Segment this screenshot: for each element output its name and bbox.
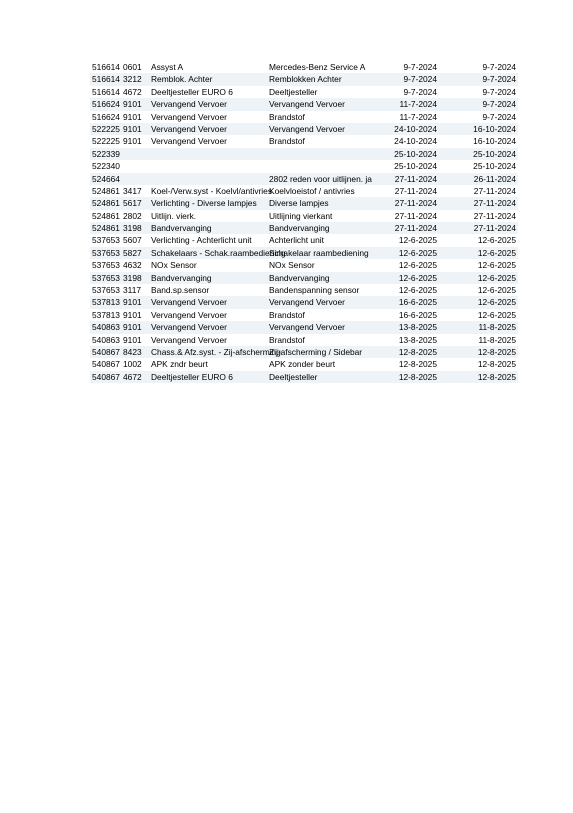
table-row <box>90 123 518 135</box>
item-name-cell: Brandstof <box>269 334 305 345</box>
date-cell: 12-6-2025 <box>398 285 437 296</box>
table-row <box>90 135 518 147</box>
date-cell: 25-10-2024 <box>473 161 516 172</box>
date-cell: 13-8-2025 <box>398 334 437 345</box>
operation-code-cell: 9101 <box>123 297 142 308</box>
operation-description-cell: Uitlijn. vierk. <box>151 210 197 221</box>
date-cell: 11-7-2024 <box>399 99 437 110</box>
item-name-cell: Uitlijning vierkant <box>269 210 333 221</box>
order-number-cell: 522339 <box>92 148 120 159</box>
item-name-cell: Brandstof <box>269 136 305 147</box>
item-name-cell: Remblokken Achter <box>269 74 342 85</box>
order-number-cell: 522340 <box>92 161 120 172</box>
date-cell: 12-8-2025 <box>477 371 516 382</box>
operation-code-cell: 3212 <box>123 74 142 85</box>
operation-code-cell: 9101 <box>123 99 142 110</box>
operation-description-cell: Verlichting - Achterlicht unit <box>151 235 252 246</box>
date-cell: 9-7-2024 <box>482 86 516 97</box>
order-number-cell: 537813 <box>92 309 120 320</box>
operation-code-cell: 9101 <box>123 136 142 147</box>
item-name-cell: Vervangend Vervoer <box>269 99 345 110</box>
date-cell: 27-11-2024 <box>394 173 437 184</box>
operation-description-cell: Vervangend Vervoer <box>151 136 227 147</box>
operation-code-cell: 3117 <box>123 285 142 296</box>
order-number-cell: 516614 <box>92 62 120 72</box>
date-cell: 24-10-2024 <box>394 136 437 147</box>
date-cell: 16-6-2025 <box>398 309 437 320</box>
table-row <box>90 296 518 308</box>
table-row <box>90 371 518 383</box>
item-name-cell: Vervangend Vervoer <box>269 322 345 333</box>
item-name-cell: Brandstof <box>269 309 305 320</box>
item-name-cell: Mercedes-Benz Service A <box>269 62 366 72</box>
operation-description-cell: Schakelaars - Schak.raambediening <box>151 247 286 258</box>
date-cell: 12-6-2025 <box>398 247 437 258</box>
item-name-cell: Achterlicht unit <box>269 235 324 246</box>
date-cell: 27-11-2024 <box>473 185 516 196</box>
date-cell: 27-11-2024 <box>394 185 437 196</box>
table-row <box>90 173 518 185</box>
operation-description-cell: Bandvervanging <box>151 272 212 283</box>
table-row <box>90 185 518 197</box>
order-number-cell: 537653 <box>92 272 120 283</box>
item-name-cell: Schakelaar raambediening <box>269 247 369 258</box>
date-cell: 12-6-2025 <box>477 309 516 320</box>
table-row <box>90 222 518 234</box>
operation-code-cell: 5617 <box>123 198 142 209</box>
order-number-cell: 516624 <box>92 99 120 110</box>
date-cell: 27-11-2024 <box>394 223 437 234</box>
date-cell: 11-8-2025 <box>478 334 516 345</box>
order-number-cell: 540867 <box>92 359 120 370</box>
order-number-cell: 522225 <box>92 123 120 134</box>
date-cell: 27-11-2024 <box>473 210 516 221</box>
date-cell: 27-11-2024 <box>394 198 437 209</box>
order-number-cell: 524861 <box>92 198 120 209</box>
operation-description-cell: Band.sp.sensor <box>151 285 210 296</box>
table-row <box>90 160 518 172</box>
item-name-cell: Deeltjesteller <box>269 86 318 97</box>
item-name-cell: Vervangend Vervoer <box>269 297 345 308</box>
date-cell: 12-8-2025 <box>477 346 516 357</box>
order-number-cell: 540867 <box>92 346 120 357</box>
operation-description-cell: NOx Sensor <box>151 260 197 271</box>
operation-code-cell: 2802 <box>123 210 142 221</box>
operation-description-cell: Vervangend Vervoer <box>151 309 227 320</box>
date-cell: 25-10-2024 <box>394 148 437 159</box>
date-cell: 16-10-2024 <box>473 123 516 134</box>
item-name-cell: APK zonder beurt <box>269 359 336 370</box>
item-name-cell: Deeltjesteller <box>269 371 318 382</box>
operation-code-cell: 5607 <box>123 235 142 246</box>
order-number-cell: 524861 <box>92 223 120 234</box>
operation-code-cell: 3198 <box>123 272 142 283</box>
table-row <box>90 73 518 85</box>
order-number-cell: 540867 <box>92 371 120 382</box>
date-cell: 12-6-2025 <box>477 272 516 283</box>
operation-description-cell: Deeltjesteller EURO 6 <box>151 371 233 382</box>
date-cell: 9-7-2024 <box>482 62 516 72</box>
item-name-cell: Bandvervanging <box>269 272 330 283</box>
operation-code-cell: 4672 <box>123 371 142 382</box>
operation-description-cell: Vervangend Vervoer <box>151 334 227 345</box>
order-number-cell: 540863 <box>92 334 120 345</box>
date-cell: 27-11-2024 <box>394 210 437 221</box>
date-cell: 12-6-2025 <box>477 285 516 296</box>
operation-code-cell: 3198 <box>123 223 142 234</box>
table-row <box>90 346 518 358</box>
operation-description-cell: Assyst A <box>151 62 184 72</box>
operation-description-cell: Chass.& Afz.syst. - Zij-afscherming <box>151 346 281 357</box>
order-number-cell: 537653 <box>92 260 120 271</box>
operation-code-cell: 4672 <box>123 86 142 97</box>
table-row <box>90 61 518 73</box>
item-name-cell: Brandstof <box>269 111 305 122</box>
date-cell: 12-6-2025 <box>477 297 516 308</box>
operation-code-cell: 5827 <box>123 247 142 258</box>
table-row <box>90 358 518 370</box>
operation-description-cell: Deeltjesteller EURO 6 <box>151 86 233 97</box>
date-cell: 25-10-2024 <box>473 148 516 159</box>
item-name-cell: Diverse lampjes <box>269 198 329 209</box>
date-cell: 16-6-2025 <box>398 297 437 308</box>
table-row <box>90 284 518 296</box>
order-number-cell: 537653 <box>92 247 120 258</box>
item-name-cell: Vervangend Vervoer <box>269 123 345 134</box>
table-row <box>90 309 518 321</box>
date-cell: 11-8-2025 <box>478 322 516 333</box>
operation-code-cell: 1002 <box>123 359 142 370</box>
order-number-cell: 537813 <box>92 297 120 308</box>
table-row <box>90 272 518 284</box>
operation-code-cell: 9101 <box>123 111 142 122</box>
operation-code-cell: 0601 <box>123 62 142 72</box>
date-cell: 27-11-2024 <box>473 223 516 234</box>
item-name-cell: Bandenspanning sensor <box>269 285 360 296</box>
date-cell: 9-7-2024 <box>482 74 516 85</box>
table-row <box>90 334 518 346</box>
table-row <box>90 247 518 259</box>
operation-description-cell: Vervangend Vervoer <box>151 297 227 308</box>
date-cell: 9-7-2024 <box>403 86 437 97</box>
order-number-cell: 524664 <box>92 173 120 184</box>
operation-description-cell: Remblok. Achter <box>151 74 213 85</box>
operation-description-cell: Verlichting - Diverse lampjes <box>151 198 257 209</box>
table-row <box>90 98 518 110</box>
operation-description-cell: Bandvervanging <box>151 223 212 234</box>
item-name-cell: Zij-afscherming / Sidebar <box>269 346 363 357</box>
table-row <box>90 210 518 222</box>
date-cell: 12-6-2025 <box>477 247 516 258</box>
operation-code-cell: 9101 <box>123 123 142 134</box>
order-number-cell: 537653 <box>92 285 120 296</box>
date-cell: 12-8-2025 <box>398 359 437 370</box>
table-row <box>90 321 518 333</box>
item-name-cell: NOx Sensor <box>269 260 315 271</box>
order-number-cell: 516614 <box>92 86 120 97</box>
order-number-cell: 540863 <box>92 322 120 333</box>
order-number-cell: 524861 <box>92 210 120 221</box>
date-cell: 27-11-2024 <box>473 198 516 209</box>
operation-description-cell: Vervangend Vervoer <box>151 322 227 333</box>
date-cell: 16-10-2024 <box>473 136 516 147</box>
date-cell: 9-7-2024 <box>403 62 437 72</box>
order-number-cell: 522225 <box>92 136 120 147</box>
date-cell: 12-8-2025 <box>398 346 437 357</box>
date-cell: 26-11-2024 <box>473 173 516 184</box>
date-cell: 9-7-2024 <box>482 111 516 122</box>
item-name-cell: Bandvervanging <box>269 223 330 234</box>
date-cell: 12-6-2025 <box>477 260 516 271</box>
operation-code-cell: 9101 <box>123 334 142 345</box>
date-cell: 11-7-2024 <box>399 111 437 122</box>
table-row <box>90 259 518 271</box>
date-cell: 9-7-2024 <box>482 99 516 110</box>
operation-code-cell: 9101 <box>123 322 142 333</box>
operation-description-cell: Vervangend Vervoer <box>151 123 227 134</box>
operation-code-cell: 8423 <box>123 346 142 357</box>
date-cell: 12-8-2025 <box>477 359 516 370</box>
table-row <box>90 148 518 160</box>
item-name-cell: Koelvloeistof / antivries <box>269 185 355 196</box>
order-number-cell: 537653 <box>92 235 120 246</box>
order-number-cell: 516624 <box>92 111 120 122</box>
item-name-cell: 2802 reden voor uitlijnen. ja <box>269 173 372 184</box>
date-cell: 13-8-2025 <box>398 322 437 333</box>
order-number-cell: 516614 <box>92 74 120 85</box>
date-cell: 25-10-2024 <box>394 161 437 172</box>
operation-code-cell: 9101 <box>123 309 142 320</box>
order-number-cell: 524861 <box>92 185 120 196</box>
operation-code-cell: 3417 <box>123 185 142 196</box>
operation-description-cell: Koel-/Verw.syst - Koelvl/antivries <box>151 185 273 196</box>
date-cell: 12-8-2025 <box>398 371 437 382</box>
date-cell: 12-6-2025 <box>477 235 516 246</box>
operation-code-cell: 4632 <box>123 260 142 271</box>
service-history-table <box>90 61 518 383</box>
date-cell: 9-7-2024 <box>403 74 437 85</box>
date-cell: 24-10-2024 <box>394 123 437 134</box>
operation-description-cell: Vervangend Vervoer <box>151 111 227 122</box>
date-cell: 12-6-2025 <box>398 272 437 283</box>
table-row <box>90 86 518 98</box>
table-row <box>90 197 518 209</box>
operation-description-cell: Vervangend Vervoer <box>151 99 227 110</box>
operation-description-cell: APK zndr beurt <box>151 359 208 370</box>
table-row <box>90 111 518 123</box>
table-row <box>90 234 518 246</box>
date-cell: 12-6-2025 <box>398 235 437 246</box>
date-cell: 12-6-2025 <box>398 260 437 271</box>
